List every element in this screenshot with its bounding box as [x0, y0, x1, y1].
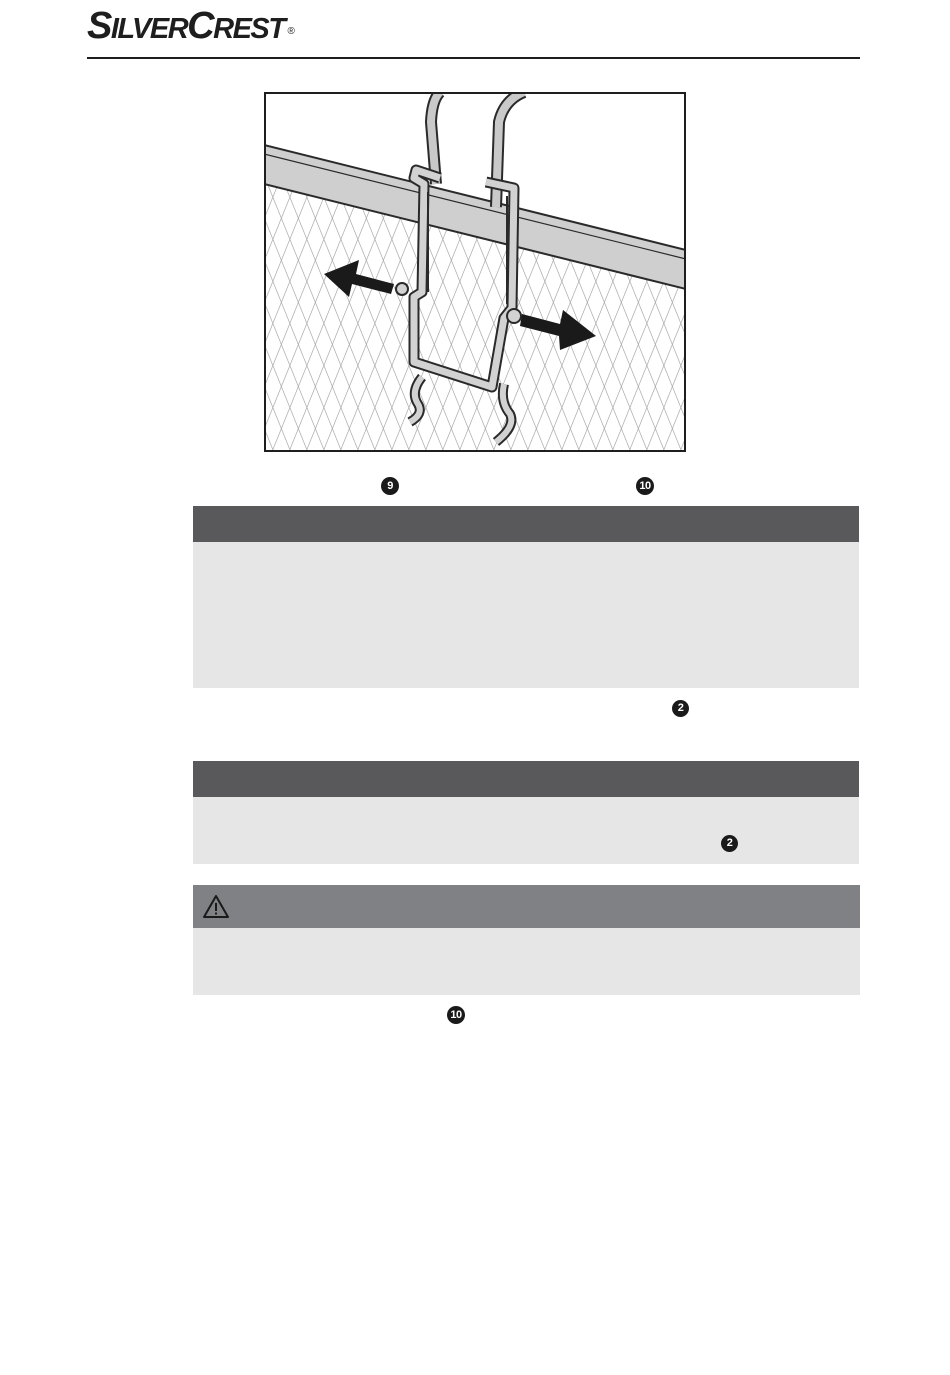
clip-knob-left: [396, 283, 408, 295]
section-header-bar: [193, 506, 859, 542]
callout-10: 10: [636, 477, 654, 495]
warning-header-bar: [193, 885, 860, 928]
section-panel: [193, 797, 859, 864]
callout-2: 2: [672, 700, 689, 717]
brand-logo: [87, 6, 295, 46]
section-panel: [193, 542, 859, 688]
header-divider: [87, 57, 860, 59]
logo-text: REST: [213, 13, 285, 45]
clip-knob-right: [507, 309, 521, 323]
warning-panel: [193, 928, 860, 995]
callout-10: 10: [447, 1006, 465, 1024]
section-header-bar: [193, 761, 859, 797]
basket-clip-illustration: [264, 92, 686, 452]
callout-9: 9: [381, 477, 399, 495]
warning-triangle-icon: [202, 894, 230, 919]
callout-2: 2: [721, 835, 738, 852]
logo-letter: S: [87, 5, 111, 47]
registered-mark: ®: [287, 26, 295, 37]
logo-letter: C: [187, 5, 214, 47]
logo-text: ILVER: [110, 13, 188, 45]
